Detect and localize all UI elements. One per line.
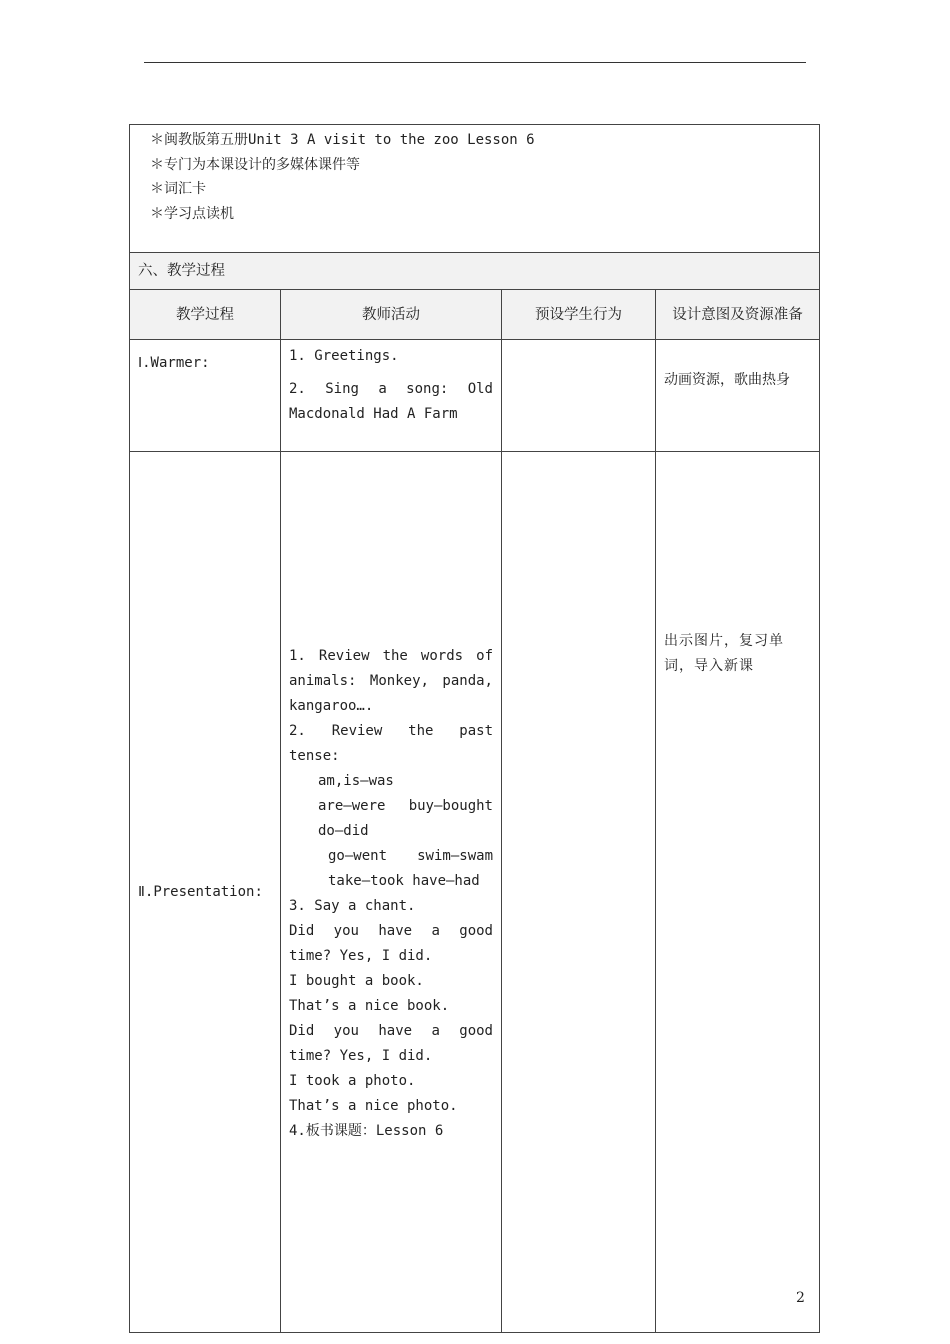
- activity-line: 4.板书课题：Lesson 6: [289, 1123, 444, 1139]
- activity-line: Did you have a good time? Yes, I did.: [289, 1023, 493, 1064]
- activity-cell: [281, 452, 502, 1333]
- activity-line: 1. Greetings.: [289, 348, 399, 364]
- lesson-plan-table: [129, 124, 820, 1333]
- intent-cell: 动画资源，歌曲热身: [656, 340, 820, 452]
- column-header: 预设学生行为: [502, 290, 656, 340]
- stage-cell: Ⅱ.Presentation:: [130, 452, 281, 1333]
- activity-line: That’s a nice photo.: [289, 1098, 458, 1114]
- activity-line: I bought a book.: [289, 973, 424, 989]
- activity-line: Did you have a good time? Yes, I did.: [289, 923, 493, 964]
- student-cell: [502, 452, 656, 1333]
- resource-item: ＊词汇卡: [150, 181, 206, 197]
- activity-line: go—went swim—swam take—took have—had: [328, 848, 493, 889]
- column-header: 设计意图及资源准备: [656, 290, 820, 340]
- table-row: [130, 452, 820, 1333]
- resource-item: ＊专门为本课设计的多媒体课件等: [150, 156, 360, 173]
- column-header: 教师活动: [281, 290, 502, 340]
- resource-item: ＊闽教版第五册Unit 3 A visit to the zoo Lesson 6: [150, 132, 535, 148]
- table-row: [130, 340, 820, 452]
- activity-cell: [281, 340, 502, 452]
- activity-line: 2. Review the past tense:: [289, 723, 493, 764]
- intent-cell: 出示图片，复习单词，导入新课: [656, 452, 820, 1333]
- page-number: 2: [796, 1290, 805, 1306]
- section-title-cell: [130, 253, 820, 290]
- resources-cell: [130, 125, 820, 253]
- activity-line: are—were buy—bought do—did: [318, 798, 493, 839]
- resource-item: ＊学习点读机: [150, 205, 234, 222]
- activity-line: am,is—was: [318, 773, 394, 789]
- header-rule: [144, 62, 806, 63]
- column-header: 教学过程: [130, 290, 281, 340]
- activity-line: 2. Sing a song: Old Macdonald Had A Farm: [289, 381, 493, 422]
- activity-line: 1. Review the words of animals: Monkey, panda, kangaroo….: [289, 648, 493, 714]
- stage-cell: Ⅰ.Warmer:: [130, 340, 281, 452]
- activity-line: That’s a nice book.: [289, 998, 450, 1014]
- student-cell: [502, 340, 656, 452]
- activity-line: 3. Say a chant.: [289, 898, 416, 914]
- section-title: 六、教学过程: [138, 263, 225, 279]
- activity-line: I took a photo.: [289, 1073, 416, 1089]
